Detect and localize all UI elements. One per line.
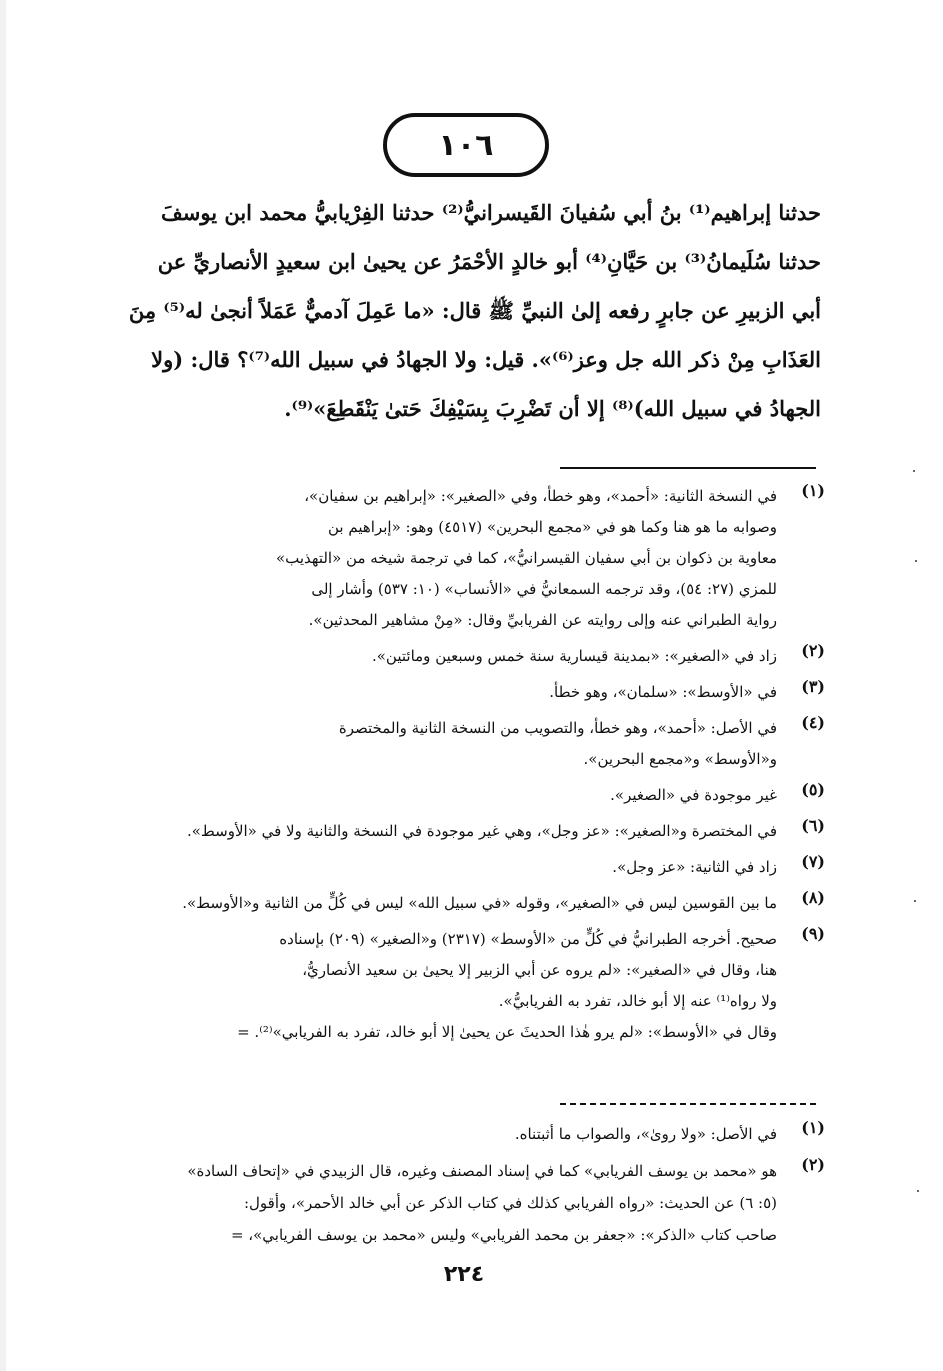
- footnote-line: زاد في الثانية: «عز وجل».: [612, 858, 777, 876]
- footnote-line: في النسخة الثانية: «أحمد»، وهو خطأ، وفي «الصغير»: «إبراهيم بن سفيان»،: [304, 487, 777, 505]
- scan-edge: [0, 0, 6, 1371]
- page-number: ٢٢٤: [443, 1262, 485, 1287]
- footnote-line: (٥: ٦) عن الحديث: «رواه الفريابي كذلك في كتاب الذكر عن أبي خالد الأحمر»، وأقول:: [243, 1194, 777, 1212]
- hadith-line: الجهادُ في سبيل الله)⁽⁸⁾ إلا أن تَضْرِبَ بِسَيْفِكَ حَتىٰ يَنْقَطِعَ»⁽⁹⁾.: [284, 396, 821, 421]
- footnote-line: هو «محمد بن يوسف الفريابي» كما في إسناد المصنف وغيره، قال الزبيدي في «إتحاف السادة»: [187, 1162, 777, 1180]
- footnote-line: زاد في «الصغير»: «بمدينة قيسارية سنة خمس وسبعين ومائتين».: [371, 647, 777, 665]
- footnote-number: (٦): [801, 816, 825, 835]
- footnote-line: للمزي (٢٧: ٥٤)، وقد ترجمه السمعانيُّ في «الأنساب» (١٠: ٥٣٧) وأشار إلى: [311, 580, 777, 598]
- footnote: [90, 816, 825, 847]
- scan-speckle: [914, 900, 916, 902]
- hadith-line: العَذَابِ مِنْ ذكر الله جل وعز⁽⁶⁾». قيل: ولا الجهادُ في سبيل الله⁽⁷⁾؟ قال: (ولا: [151, 347, 821, 372]
- footnote-line: صحيح. أخرجه الطبرانيُّ في كُلٍّ من «الأوسط» (٢٣١٧) و«الصغير» (٢٠٩) بإسناده: [279, 930, 777, 948]
- footnote-line: هنا، وقال في «الصغير»: «لم يروه عن أبي الزبير إلا يحيىٰ بن سعيد الأنصاريُّ،: [302, 961, 777, 979]
- footnote: [90, 677, 825, 708]
- hadith-text: [81, 188, 821, 433]
- footnotes: [90, 481, 825, 1048]
- scan-speckle: [917, 1190, 919, 1192]
- hadith-line: حدثنا إبراهيم⁽¹⁾ بنُ أبي سُفيانَ القَيسرانيُّ⁽²⁾ حدثنا الفِرْيابيُّ محمد ابن يوسفَ: [161, 200, 821, 225]
- footnote-line: معاوية بن ذكوان بن أبي سفيان القيسرانيُّ»، كما في ترجمة شيخه من «التهذيب»: [275, 549, 777, 567]
- footnote-line: في «الأوسط»: «سلمان»، وهو خطأ.: [549, 683, 777, 701]
- footnote-line: و«الأوسط» و«مجمع البحرين».: [583, 750, 777, 768]
- footnote-number: (٨): [801, 888, 825, 907]
- footnote-number: (٧): [801, 852, 825, 871]
- footnote: [90, 780, 825, 811]
- hadith-line: حدثنا سُلَيمانُ⁽³⁾ بن حَيَّانِ⁽⁴⁾ أبو خالدٍ الأحْمَرُ عن يحيىٰ ابن سعيدٍ الأنصاريِّ عن: [157, 249, 821, 274]
- footnote-number: (٢): [801, 641, 825, 660]
- footnote: [90, 852, 825, 883]
- footnote: [90, 888, 825, 919]
- footnote-number: (١): [801, 481, 825, 500]
- sub-footnote: [90, 1118, 825, 1150]
- hadith-number: ١٠٦: [438, 127, 494, 163]
- footnote-line: صاحب كتاب «الذكر»: «جعفر بن محمد الفريابي» وليس «محمد بن يوسف الفريابي»، =: [230, 1226, 777, 1244]
- hadith-number-badge: [383, 113, 549, 177]
- footnote-separator: [560, 467, 816, 469]
- footnote-line: ما بين القوسين ليس في «الصغير»، وقوله «في سبيل الله» ليس في كُلٍّ من الثانية و«الأوسط».: [182, 894, 777, 912]
- footnote-number: (٣): [801, 677, 825, 696]
- footnote-line: في الأصل: «أحمد»، وهو خطأ، والتصويب من النسخة الثانية والمختصرة: [338, 719, 777, 737]
- sub-footnotes: [90, 1118, 825, 1256]
- scan-speckle: [913, 470, 915, 472]
- sub-footnote-separator: [560, 1103, 816, 1105]
- footnote-line: وصوابه ما هو هنا وكما هو في «مجمع البحرين» (٤٥١٧) وهو: «إبراهيم بن: [328, 518, 777, 536]
- footnote-number: (٩): [801, 924, 825, 943]
- footnote-number: (٢): [801, 1155, 825, 1174]
- hadith-line: أبي الزبيرِ عن جابرٍ رفعه إلىٰ النبيِّ ﷺ قال: «ما عَمِلَ آدميٌّ عَمَلاً أنجىٰ له⁽⁵⁾ مِنَ: [128, 298, 821, 323]
- footnote-line: رواية الطبراني عنه وإلى روايته عن الفريابيِّ وقال: «مِنْ مشاهير المحدثين».: [308, 611, 777, 629]
- sub-footnote: [90, 1155, 825, 1251]
- footnote-line: ولا رواه⁽¹⁾ عنه إلا أبو خالد، تفرد به الفريابيُّ».: [498, 992, 777, 1010]
- footnote-number: (٤): [801, 713, 825, 732]
- footnote: [90, 641, 825, 672]
- footnote-line: وقال في «الأوسط»: «لم يرو هٰذا الحديثَ عن يحيىٰ إلا أبو خالد، تفرد به الفريابي»⁽²⁾. =: [237, 1023, 777, 1041]
- footnote-line: في الأصل: «ولا روىٰ»، والصواب ما أثبتناه.: [514, 1125, 777, 1143]
- footnote-line: غير موجودة في «الصغير».: [610, 786, 777, 804]
- footnote-line: في المختصرة و«الصغير»: «عز وجل»، وهي غير موجودة في النسخة والثانية ولا في «الأوسط».: [186, 822, 777, 840]
- footnote-number: (١): [801, 1118, 825, 1137]
- footnote: [90, 713, 825, 775]
- footnote: [90, 481, 825, 636]
- footnote: [90, 924, 825, 1048]
- footnote-number: (٥): [801, 780, 825, 799]
- scan-speckle: [915, 560, 917, 562]
